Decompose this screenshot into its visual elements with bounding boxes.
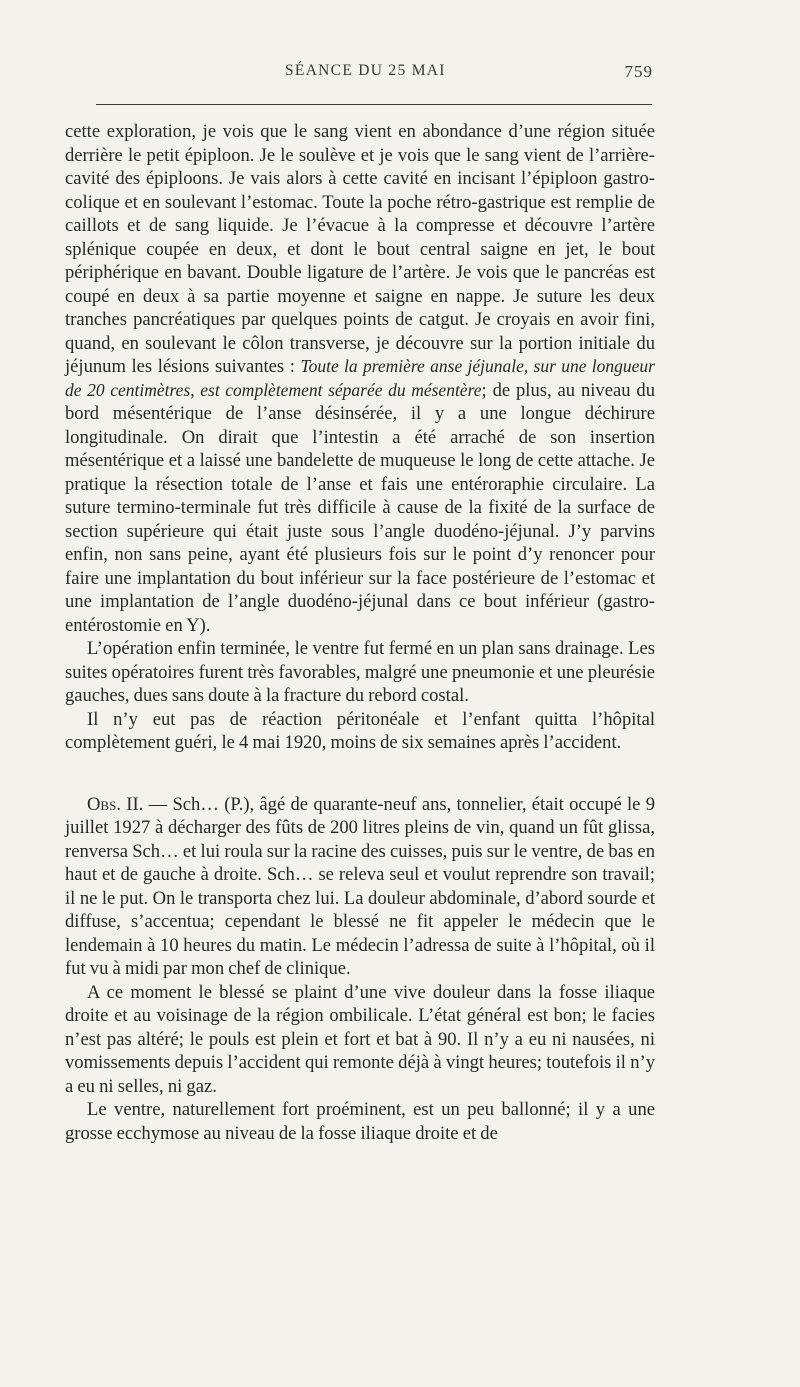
- header-rule: [96, 104, 652, 105]
- page-header: [65, 62, 655, 88]
- running-title: SÉANCE DU 25 MAI: [285, 62, 446, 79]
- paragraph-1-end: ; de plus, au niveau du bord mésentérique de l’anse désinsérée, il y a une longue déchirure longitudinale. On dirait que l’intestin a été arraché de son insertion mésentérique et a laissé une bandelette de muqueuse le long de cette attache. Je pratique la résection totale de l’anse et fais une entéroraphie circulaire. La suture termino-terminale fut très difficile à cause de la fixité de la surface de section supérieure qui était juste sous l’angle duodéno-jéjunal. J’y parvins enfin, non sans peine, ayant été plusieurs fois sur le point d’y renoncer pour faire une implantation du bout inférieur sur la face postérieure de l’estomac et une implantation de l’angle duodéno-jéjunal dans ce bout inférieur (gastro-entérostomie en Y).: [65, 379, 655, 636]
- paragraph-1: [65, 120, 655, 637]
- paragraph-3: Il n’y eut pas de réaction péritonéale et l’enfant quitta l’hôpital complètement guéri, le 4 mai 1920, moins de six semaines après l’accident.: [65, 708, 655, 753]
- paragraph-1-italic: Toute la première anse jéjunale, sur une longueur de 20 centimètres, est complètement séparée du mésentère: [65, 356, 655, 400]
- observation-label: Obs. II.: [87, 793, 144, 815]
- body-text: [65, 120, 655, 1145]
- observation-2-paragraph: [65, 793, 655, 981]
- paragraph-6: Le ventre, naturellement fort proéminent, est un peu ballonné; il y a une grosse ecchymose au niveau de la fosse iliaque droite et de: [65, 1099, 655, 1144]
- observation-text: — Sch… (P.), âgé de quarante-neuf ans, tonnelier, était occupé le 9 juillet 1927 à décharger des fûts de 200 litres pleins de vin, quand un fût glissa, renversa Sch… et lui roula sur la racine des cuisses, puis sur le ventre, de bas en haut et de gauche à droite. Sch… se releva seul et voulut reprendre son travail; il ne le put. On le transporta chez lui. La douleur abdominale, d’abord sourde et diffuse, s’accentua; cependant le blessé ne fit appeler le médecin que le lendemain à 10 heures du matin. Le médecin l’adressa de suite à l’hôpital, où il fut vu à midi par mon chef de clinique.: [65, 793, 655, 979]
- paragraph-5: A ce moment le blessé se plaint d’une vive douleur dans la fosse iliaque droite et au voisinage de la région ombilicale. L’état général est bon; le facies n’est pas altéré; le pouls est plein et fort et bat à 90. Il n’y a eu ni nausées, ni vomissements depuis l’accident qui remonte déjà à vingt heures; toutefois il n’y a eu ni selles, ni gaz.: [65, 981, 655, 1097]
- paragraph-1-start: cette exploration, je vois que le sang vient en abondance d’une région située derrière le petit épiploon. Je le soulève et je vois que le sang vient de l’arrière-cavité des épiploons. Je vais alors à cette cavité en incisant l’épiploon gastro-colique et en soulevant l’estomac. Toute la poche rétro-gastrique est remplie de caillots et de sang liquide. Je l’évacue à la compresse et découvre l’artère splénique coupée en deux, et dont le bout central saigne en jet, le bout périphérique en bavant. Double ligature de l’artère. Je vois que le pancréas est coupé en deux à sa partie moyenne et saigne en nappe. Je suture les deux tranches pancréatiques par quelques points de catgut. Je croyais en avoir fini, quand, en soulevant le côlon transverse, je découvre sur la portion initiale du jéjunum les lésions suivantes :: [65, 121, 655, 377]
- page-number: 759: [624, 62, 653, 81]
- paragraph-2: L’opération enfin terminée, le ventre fut fermé en un plan sans drainage. Les suites opératoires furent très favorables, malgré une pneumonie et une pleurésie gauches, dues sans doute à la fracture du rebord costal.: [65, 638, 655, 706]
